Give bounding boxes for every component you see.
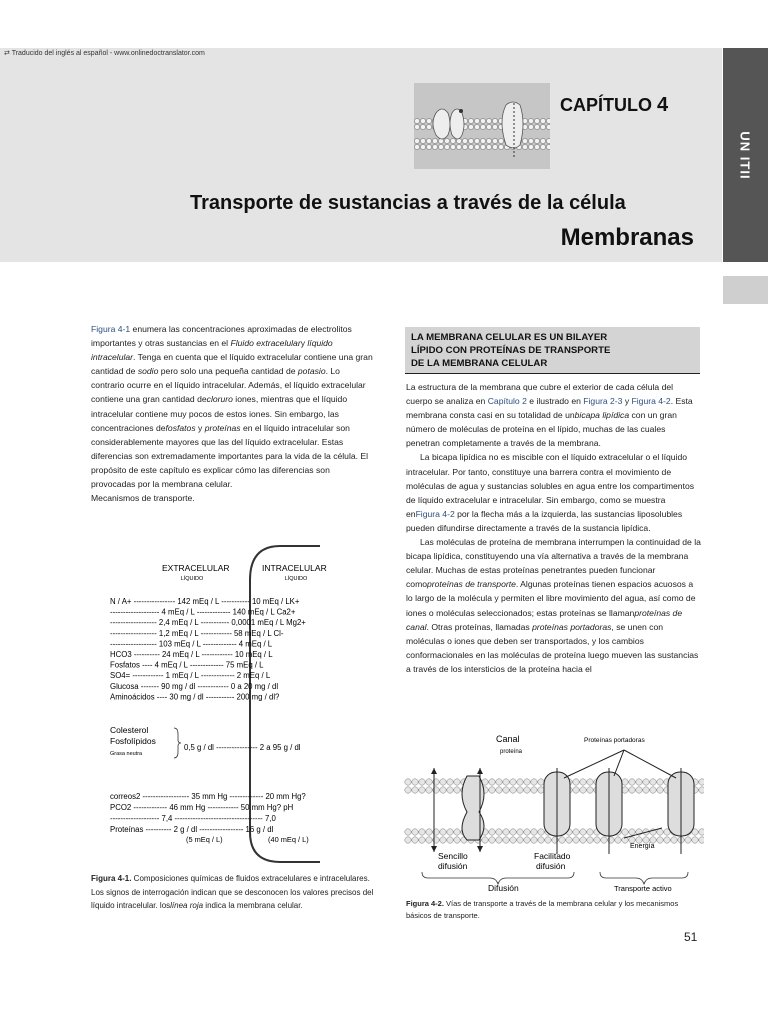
lipid-head [622, 787, 628, 793]
lipid-head [657, 779, 663, 785]
lipid-head [454, 829, 460, 835]
lipid-head [496, 787, 502, 793]
header-extracellular-sub: LÍQUIDO [180, 576, 204, 582]
paragraph-3 [406, 535, 701, 676]
figure-4-2 [404, 728, 704, 894]
lipid-head [699, 837, 704, 843]
left-column-text [91, 322, 373, 505]
concentration-row: ------------------ 1,2 mEq / L ------------ 58 mEq / L Cl- [110, 628, 284, 638]
lipid-head [685, 837, 691, 843]
text-run[interactable]: Figura 4-1 [91, 324, 131, 334]
lipid-head [419, 829, 425, 835]
lipid-head [615, 837, 621, 843]
gas-row: ------------------- 7,4 ---------------------------------- 7,0 [110, 814, 276, 823]
text-run[interactable]: Capítulo 2 [487, 396, 527, 407]
translate-icon: ⇄ [4, 50, 12, 57]
text-run: . Algunas proteínas tienen espacios acuosos a lo largo de la molécula y permiten el libre movimiento del agua, así como de iones o moléculas seleccionados; estas proteínas se llaman [406, 579, 696, 618]
text-run: por la flecha más a la izquierda, las sustancias liposolubles pueden difundirse directamente a través de la sustancia lipídica. [406, 508, 683, 533]
lipid-head [489, 829, 495, 835]
lipid-head [503, 837, 509, 843]
gas-row: correos2 ------------------ 35 mm Hg ------------- 20 mm Hg? [110, 792, 306, 801]
lipid-head [447, 787, 453, 793]
intro-paragraph [91, 322, 373, 491]
header-intracellular: INTRACELULAR [262, 563, 327, 573]
concentration-row: Aminoácidos ---- 30 mg / dl ----------- 200 mg / dl? [110, 692, 280, 702]
lipid-head [419, 779, 425, 785]
text-run: e ilustrado en [526, 396, 584, 407]
lipid-head [517, 829, 523, 835]
lipid-head [440, 829, 446, 835]
concentration-row: ------------------ 103 mEq / L ------------- 4 mEq / L [110, 639, 273, 649]
lipid-head [587, 829, 593, 835]
lipid-head [454, 837, 460, 843]
lipid-head [636, 779, 642, 785]
lipid-head [489, 779, 495, 785]
lipid-head [517, 837, 523, 843]
chapter-membrane-illustration [414, 83, 550, 169]
text-run: fosfatos [165, 422, 196, 433]
lipid-head [440, 837, 446, 843]
text-run: Las moléculas de proteína de membrana interrumpen la continuidad de la bicapa lipídica, constituyendo una vía alternativa a través de la membrana celular. Muchas de estas proteínas penetrantes pueden funcionar como [406, 537, 701, 590]
lipid-head [489, 787, 495, 793]
unit-label: UN ITII [738, 130, 754, 180]
lipid-head [699, 829, 704, 835]
chapter-title-line2: Membranas [560, 224, 694, 251]
translator-note[interactable]: ⇄ Traducido del inglés al español - www.onlinedoctranslator.com [4, 50, 205, 57]
lipid-head [405, 829, 411, 835]
chapter-title-line1: Transporte de sustancias a través de la célula [190, 192, 626, 214]
text-run: con un gran número de moléculas de proteína en el lípido, muchas de las cuales penetran completamente a través de la membrana. [406, 410, 677, 449]
lipid-head [496, 779, 502, 785]
lipid-head [412, 837, 418, 843]
lipid-head [510, 779, 516, 785]
lipid-head [419, 787, 425, 793]
lipid-head [573, 837, 579, 843]
text-run: proteínas de canal [406, 607, 683, 632]
chapter-label: CAPÍTULO 4 [560, 94, 669, 116]
lipid-head [454, 787, 460, 793]
header-extracellular: EXTRACELULAR [162, 563, 230, 573]
protein-meq-right: (40 mEq / L) [268, 835, 309, 844]
lipid-head [650, 779, 656, 785]
lipid-neutral-fat: Grasa neutra [110, 751, 143, 757]
protein-meq-left: (5 mEq / L) [186, 835, 223, 844]
lipid-head [580, 787, 586, 793]
text-run: enumera las concentraciones aproximadas de electrolitos importantes y otras sustancias en el [91, 324, 352, 349]
lipid-head [531, 829, 537, 835]
lipid-head [524, 787, 530, 793]
lipid-head [426, 779, 432, 785]
lipid-head [643, 779, 649, 785]
paragraph-2 [406, 450, 701, 535]
lipid-head [594, 837, 600, 843]
text-run: en el líquido intracelular son considerablemente mayores que las del líquido extracelular. Estas diferencias son extremadamente importantes para la vida de la célula. El propósito de este capítulo es explicar cómo las diferencias son provocadas por la membrana celular. [91, 422, 369, 490]
lipid-head [664, 837, 670, 843]
lipid-head [496, 829, 502, 835]
text-run: pero solo una pequeña cantidad de [158, 366, 298, 377]
text-run[interactable]: Figura 2-3 [583, 396, 623, 407]
text-run: Fluido extracelular [230, 338, 301, 349]
text-run: proteínas [204, 422, 241, 433]
lipid-head [573, 787, 579, 793]
lipid-head [510, 837, 516, 843]
lipid-values: 0,5 g / dl ---------------- 2 a 95 g / dl [184, 743, 301, 752]
side-tab [723, 276, 768, 304]
lipid-head [447, 779, 453, 785]
lipid-head [622, 829, 628, 835]
lipid-head [447, 829, 453, 835]
text-run: sodio [137, 366, 159, 377]
lipid-head [629, 829, 635, 835]
header-intracellular-sub: LÍQUIDO [284, 576, 308, 582]
text-run: iones, mientras que el líquido intracelular contiene muy pocos de estos iones. Sin embargo, las concentraciones de [91, 394, 348, 433]
concentration-row: ------------------ 2,4 mEq / L ----------- 0,0001 mEq / L Mg2+ [110, 618, 306, 628]
lipid-head [412, 829, 418, 835]
lipid-head [531, 787, 537, 793]
lipid-head [587, 837, 593, 843]
lipid-head [671, 837, 677, 843]
text-run: . Tenga en cuenta que el líquido extracelular contiene una gran cantidad de [91, 352, 373, 377]
label-simple-2: difusión [438, 861, 468, 871]
lipid-head [601, 837, 607, 843]
lipid-head [503, 779, 509, 785]
lipid-head [538, 787, 544, 793]
lipid-head [573, 829, 579, 835]
lipid-head [524, 829, 530, 835]
lipid-head [538, 829, 544, 835]
lipid-head [426, 837, 432, 843]
lipid-head [482, 837, 488, 843]
text-run[interactable]: Figura 4-2 [415, 508, 455, 519]
text-run[interactable]: Figura 4-2 [631, 396, 671, 407]
lipid-head [699, 787, 704, 793]
figure-4-1 [110, 540, 380, 870]
right-column-text [406, 380, 701, 676]
lipid-head [531, 837, 537, 843]
text-run: y [195, 422, 205, 433]
lipid-head [412, 779, 418, 785]
text-run: proteínas de transporte [427, 579, 516, 590]
paragraph-1 [406, 380, 701, 450]
label-channel-sub: proteína [500, 749, 523, 755]
figure-4-1-caption: Figura 4-1. Composiciones químicas de fluidos extracelulares e intracelulares. Los signos de interrogación indican que se desconocen los valores precisos del líquido intracelular. loslínea roja indica la membrana celular. [91, 874, 374, 910]
lipid-head [531, 779, 537, 785]
text-run: proteínas portadoras [532, 621, 612, 632]
lipid-head [636, 787, 642, 793]
lipid-head [489, 837, 495, 843]
lipid-head [405, 779, 411, 785]
concentration-row: ------------------- 4 mEq / L ------------- 140 mEq / L Ca2+ [110, 607, 296, 617]
gas-row: Proteínas ---------- 2 g / dl ----------------- 16 g / dl [110, 825, 274, 834]
lipid-head [587, 779, 593, 785]
text-run: y [622, 396, 632, 407]
lipid-head [545, 837, 551, 843]
lipid-head [426, 829, 432, 835]
lipid-head [419, 837, 425, 843]
concentration-row: SO4= ------------ 1 mEq / L ------------- 2 mEq / L [110, 671, 271, 681]
lipid-head [496, 837, 502, 843]
lipid-head [580, 829, 586, 835]
lipid-head [503, 787, 509, 793]
label-simple-1: Sencillo [438, 851, 468, 861]
lipid-head [440, 787, 446, 793]
lipid-head [657, 787, 663, 793]
lipid-head [426, 787, 432, 793]
lipid-head [538, 837, 544, 843]
lipid-head [405, 787, 411, 793]
lipid-head [559, 837, 565, 843]
text-run: líquido intracelular [91, 338, 333, 363]
lipid-head [629, 779, 635, 785]
lipid-head [538, 779, 544, 785]
lipid-head [447, 837, 453, 843]
lipid-head [405, 837, 411, 843]
lipid-head [524, 779, 530, 785]
label-facilitated-1: Facilitado [534, 851, 571, 861]
label-facilitated-2: difusión [536, 861, 566, 871]
gas-row: PCO2 ------------- 46 mm Hg ------------ 50 mm Hg? pH [110, 803, 294, 812]
text-run: y [300, 338, 308, 349]
label-energy: Energía [630, 843, 655, 850]
lipid-head [573, 779, 579, 785]
text-run: La estructura de la membrana que cubre el exterior de cada célula del cuerpo se analiza en [406, 382, 674, 407]
lipid-head [517, 787, 523, 793]
concentration-row: N / A+ ---------------- 142 mEq / L ----------- 10 mEq / LK+ [110, 597, 300, 606]
label-active-transport: Transporte activo [614, 884, 672, 893]
concentration-row: HCO3 ---------- 24 mEq / L ------------ 10 mEq / L [110, 650, 273, 659]
lipid-head [650, 787, 656, 793]
lipid-head [657, 829, 663, 835]
label-carriers: Proteínas portadoras [584, 737, 645, 744]
text-run: La bicapa lipídica no es miscible con el líquido extracelular o el líquido intracelular. Por tanto, constituye una barrera contra el movimiento de moléculas de agua y sustancias solubles en agua entre los compartimentos de líquido extracelular e intracelular. Sin embargo, como se muestra en [406, 452, 695, 519]
lipid-head [510, 787, 516, 793]
lipid-cholesterol: Colesterol [110, 725, 149, 735]
lipid-head [454, 779, 460, 785]
lipid-head [580, 837, 586, 843]
label-channel: Canal [496, 734, 520, 744]
section-heading: LA MEMBRANA CELULAR ES UN BILAYER LÍPIDO CON PROTEÍNAS DE TRANSPORTE DE LA MEMBRANA CELULAR [411, 332, 611, 369]
label-diffusion: Difusión [488, 883, 519, 893]
lipid-head [629, 787, 635, 793]
lipid-head [622, 779, 628, 785]
lipid-phospholipids: Fosfolípidos [110, 736, 156, 746]
subheading-transport-mechanisms: Mecanismos de transporte. [91, 493, 195, 504]
text-run: . Lo contrario ocurre en el líquido intracelular. Además, el líquido extracelular contiene una gran cantidad de [91, 366, 366, 405]
lipid-head [517, 779, 523, 785]
lipid-head [657, 837, 663, 843]
concentration-row: Fosfatos ---- 4 mEq / L ------------- 75 mEq / L [110, 660, 264, 670]
page-number: 51 [684, 930, 698, 944]
text-run: potasio [297, 366, 326, 377]
lipid-head [643, 787, 649, 793]
text-run: bicapa lipídica [574, 410, 630, 421]
text-run: cloruro [206, 394, 233, 405]
lipid-head [587, 787, 593, 793]
lipid-head [510, 829, 516, 835]
lipid-head [503, 829, 509, 835]
text-run: . Esta membrana consta casi en su totalidad de un [406, 396, 693, 421]
lipid-head [692, 837, 698, 843]
text-run: . Otras proteínas, llamadas [426, 621, 533, 632]
lipid-head [524, 837, 530, 843]
lipid-head [580, 779, 586, 785]
lipid-head [699, 779, 704, 785]
lipid-head [412, 787, 418, 793]
figure-4-2-caption: Figura 4-2. Vías de transporte a través de la membrana celular y los mecanismos básicos de transporte. [406, 899, 679, 920]
concentration-row: Glucosa ------- 90 mg / dl ------------ 0 a 20 mg / dl [110, 681, 279, 691]
lipid-head [440, 779, 446, 785]
lipid-head [566, 837, 572, 843]
text-run: , se unen con moléculas o iones que deben ser transportados, y los cambios conformacionales en las moléculas de proteína luego mueven las sustancias a través de los intersticios de la proteína hacia el [406, 621, 699, 674]
